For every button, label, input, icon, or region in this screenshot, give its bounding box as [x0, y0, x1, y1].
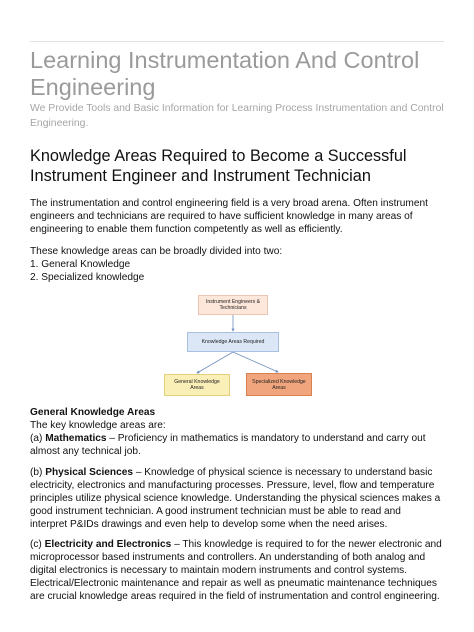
- general-knowledge-intro: The key knowledge areas are:: [30, 420, 166, 431]
- general-knowledge-heading: General Knowledge Areas: [30, 407, 156, 418]
- electronics-line: are crucial knowledge areas required in the field of instrumentation and control engineering.: [30, 591, 440, 602]
- site-title[interactable]: Learning Instrumentation And Control Engineering: [30, 47, 420, 100]
- item-prefix: (c): [30, 539, 45, 550]
- physical-sciences-line: principles utilize physical science knowledge. Understanding the physical sciences makes a: [30, 493, 441, 504]
- diagram-box-specialized: Specialized Knowledge Areas: [246, 373, 312, 396]
- physical-sciences-line: good instrument technician. A good instrument technician must be able to read and: [30, 506, 401, 517]
- electronics-line: Electrical/Electronic maintenance and repair as well as pneumatic maintenance techniques: [30, 578, 437, 589]
- header-divider: [30, 41, 444, 42]
- mathematics-line-1: [30, 432, 444, 445]
- intro-line: engineering to enable them function competently as well as efficiently.: [30, 224, 343, 235]
- intro-line: engineers and technicians are required to have sufficient knowledge in many areas of: [30, 211, 413, 222]
- diagram-box-knowledge-areas: Knowledge Areas Required: [187, 332, 279, 352]
- physical-sciences-term: Physical Sciences: [45, 467, 133, 478]
- division-intro: These knowledge areas can be broadly divided into two:: [30, 246, 283, 257]
- physical-sciences-line-1: [30, 466, 444, 479]
- article-title-line-1: Knowledge Areas Required to Become a Successful: [30, 147, 407, 165]
- diagram-box-general: General Knowledge Areas: [164, 374, 230, 396]
- intro-paragraph: [30, 197, 444, 236]
- physical-sciences-text: – Knowledge of physical science is necessary to understand basic: [133, 467, 433, 478]
- division-paragraph: [30, 245, 444, 284]
- physical-sciences-paragraph: [30, 466, 444, 531]
- item-prefix: (a): [30, 433, 46, 444]
- electronics-text: – This knowledge is required to for the newer electronic and: [171, 539, 442, 550]
- knowledge-areas-diagram: [160, 292, 320, 400]
- connector-middle-to-left: [197, 352, 233, 373]
- electricity-electronics-term: Electricity and Electronics: [44, 539, 172, 550]
- electronics-line: digital electronics is necessary to maintain modern instruments and control systems.: [30, 565, 408, 576]
- intro-line: The instrumentation and control engineering field is a very broad arena. Often instrument: [30, 198, 428, 209]
- diagram-box-engineers: Instrument Engineers & Technicians: [198, 295, 268, 315]
- article-title-line-2: Instrument Engineer and Instrument Technician: [30, 167, 371, 185]
- mathematics-line-2: almost any technical job.: [30, 446, 141, 457]
- site-tagline: We Provide Tools and Basic Information for Learning Process Instrumentation and Control Engineering.: [30, 103, 444, 129]
- electricity-electronics-paragraph: [30, 538, 444, 603]
- article-title: [30, 146, 444, 186]
- connector-middle-to-right: [233, 352, 278, 372]
- mathematics-term: Mathematics: [45, 433, 107, 444]
- item-prefix: (b): [30, 467, 46, 478]
- list-item-general: 1. General Knowledge: [30, 259, 131, 270]
- mathematics-paragraph: [30, 432, 444, 458]
- physical-sciences-line: interpret P&IDs drawings and even help to develop some when the need arises.: [30, 519, 388, 530]
- mathematics-text: – Proficiency in mathematics is mandatory to understand and carry out: [106, 433, 426, 444]
- list-item-specialized: 2. Specialized knowledge: [30, 272, 145, 283]
- physical-sciences-line: electricity, electronics and manufacturing processes. Pressure, level, flow and temperature: [30, 480, 435, 491]
- electronics-line: microprocessor based instruments and controllers. An understanding of both analog and: [30, 552, 426, 563]
- electronics-line-1: [30, 538, 444, 551]
